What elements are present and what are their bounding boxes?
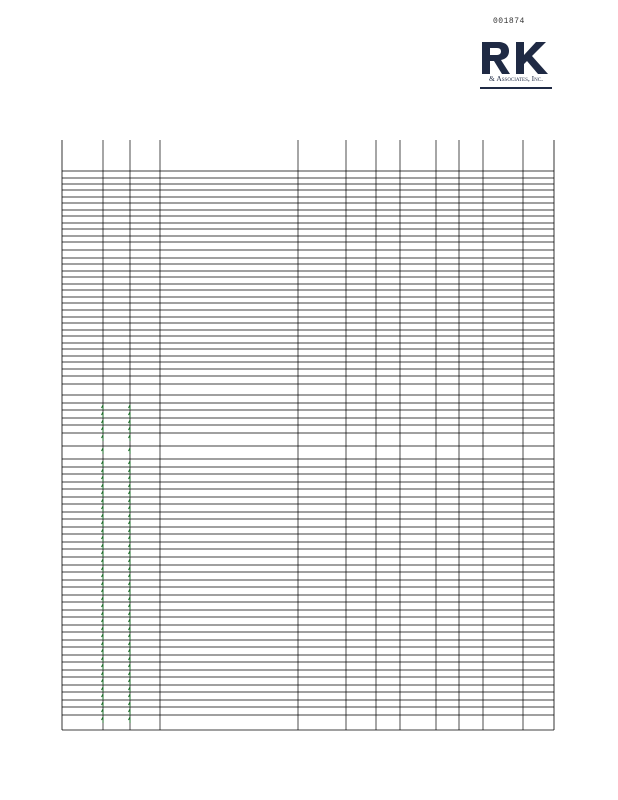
check-mark-icon [129, 604, 131, 610]
check-mark-icon [129, 619, 131, 625]
check-mark-icon [102, 448, 104, 454]
check-mark-icon [129, 702, 131, 707]
check-mark-icon [102, 412, 104, 418]
check-mark-icon [129, 709, 131, 715]
check-mark-icon [129, 551, 131, 557]
check-mark-icon [129, 574, 131, 580]
check-mark-icon [102, 514, 104, 519]
check-mark-icon [129, 717, 131, 723]
check-mark-icon [129, 664, 131, 670]
check-mark-icon [129, 612, 131, 617]
check-mark-icon [102, 619, 104, 625]
check-mark-icon [102, 589, 104, 595]
check-mark-icon [102, 664, 104, 670]
check-mark-icon [129, 435, 131, 441]
rk-logo-graphic [480, 40, 552, 76]
company-logo [480, 40, 552, 92]
check-mark-icon [102, 702, 104, 707]
check-mark-icon [129, 694, 131, 700]
check-mark-icon [102, 627, 104, 632]
check-mark-icon [129, 672, 131, 677]
check-mark-icon [129, 469, 131, 474]
check-mark-icon [102, 476, 104, 482]
logo-underline [480, 87, 552, 89]
check-mark-icon [129, 589, 131, 595]
check-mark-icon [129, 567, 131, 572]
check-mark-icon [129, 484, 131, 489]
check-mark-icon [129, 412, 131, 418]
page-number: 001874 [493, 17, 525, 26]
check-mark-icon [102, 536, 104, 542]
check-mark-icon [102, 435, 104, 441]
check-mark-icon [129, 405, 131, 410]
check-mark-icon [129, 420, 131, 425]
check-mark-icon [129, 657, 131, 662]
check-mark-icon [129, 427, 131, 433]
check-mark-icon [129, 499, 131, 504]
check-mark-icon [102, 499, 104, 504]
check-mark-icon [102, 469, 104, 474]
check-mark-icon [102, 694, 104, 700]
check-mark-icon [102, 687, 104, 692]
logo-mark [480, 40, 552, 76]
check-mark-icon [102, 604, 104, 610]
check-mark-icon [129, 642, 131, 647]
check-mark-icon [129, 627, 131, 632]
check-mark-icon [102, 484, 104, 489]
check-mark-icon [102, 642, 104, 647]
check-mark-icon [102, 672, 104, 677]
check-mark-icon [129, 649, 131, 655]
check-mark-icon [129, 514, 131, 519]
check-mark-icon [102, 491, 104, 497]
check-mark-icon [129, 448, 131, 454]
check-mark-icon [102, 461, 104, 467]
logo-tagline: & Associates, Inc. [489, 74, 543, 83]
check-mark-icon [129, 506, 131, 512]
check-mark-icon [102, 506, 104, 512]
check-mark-icon [129, 634, 131, 640]
check-mark-icon [102, 544, 104, 549]
check-mark-icon [129, 597, 131, 602]
check-mark-icon [102, 679, 104, 685]
check-mark-icon [102, 634, 104, 640]
check-mark-icon [102, 649, 104, 655]
check-mark-icon [129, 521, 131, 527]
check-mark-icon [129, 536, 131, 542]
check-mark-icon [102, 551, 104, 557]
check-mark-icon [102, 597, 104, 602]
check-mark-icon [102, 427, 104, 433]
check-mark-icon [129, 544, 131, 549]
check-mark-icon [102, 420, 104, 425]
check-mark-icon [102, 709, 104, 715]
check-mark-icon [129, 461, 131, 467]
check-mark-icon [102, 612, 104, 617]
check-mark-icon [129, 476, 131, 482]
check-mark-icon [129, 582, 131, 587]
check-mark-icon [102, 574, 104, 580]
check-mark-icon [102, 567, 104, 572]
check-mark-icon [102, 657, 104, 662]
check-mark-icon [129, 679, 131, 685]
check-mark-icon [129, 559, 131, 565]
check-mark-icon [102, 405, 104, 410]
check-mark-icon [102, 521, 104, 527]
ledger-grid [62, 140, 554, 730]
check-mark-icon [102, 559, 104, 565]
check-mark-icon [129, 529, 131, 534]
check-mark-icon [102, 529, 104, 534]
blank-ledger-table [62, 140, 554, 730]
check-mark-icon [102, 717, 104, 723]
check-mark-icon [129, 687, 131, 692]
check-mark-icon [102, 582, 104, 587]
check-mark-icon [129, 491, 131, 497]
